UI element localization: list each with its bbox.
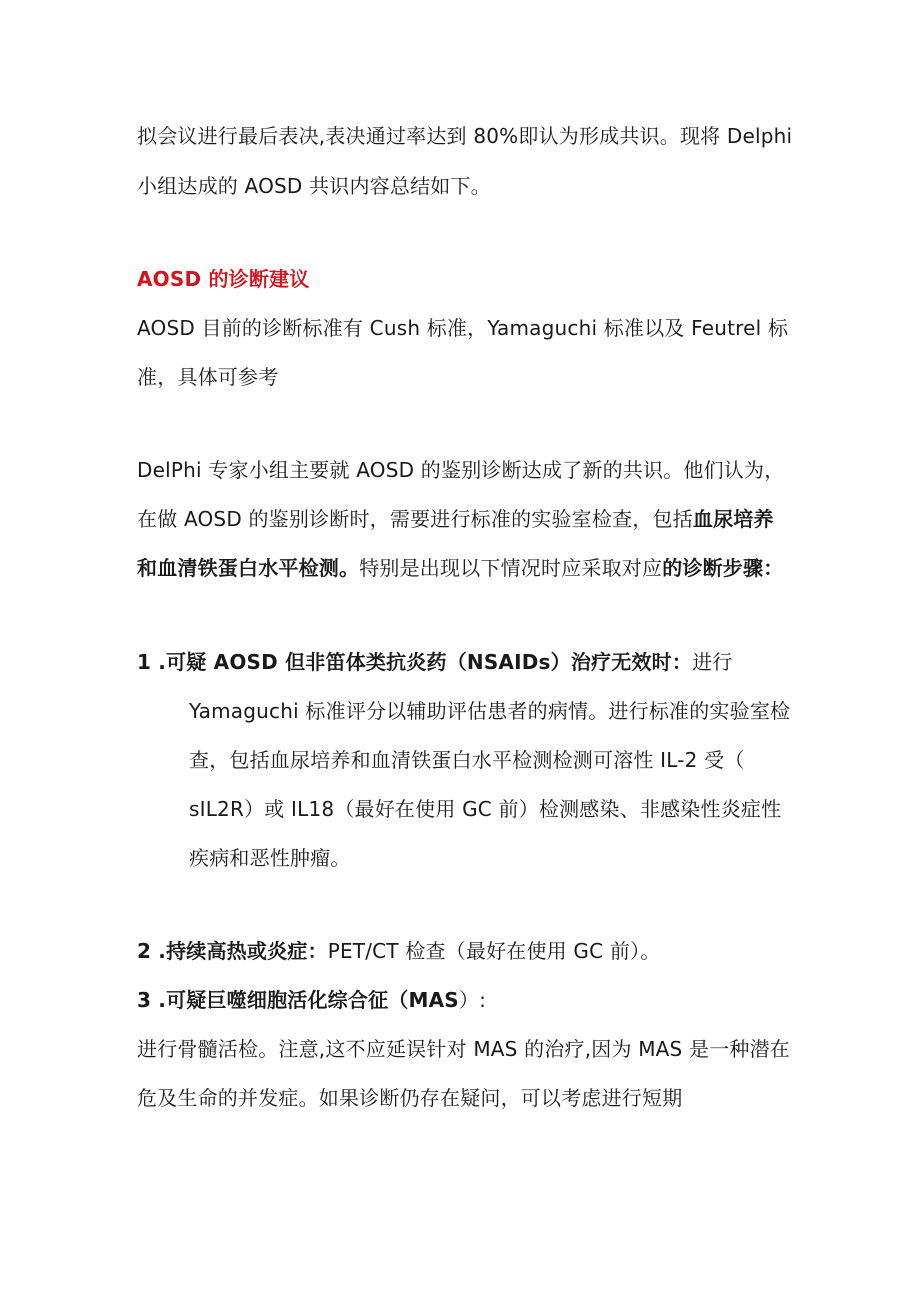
item-1-line-1: Yamaguchi 标准评分以辅助评估患者的病情。进行标准的实验室检 [189,699,791,723]
differential-line-1: DelPhi 专家小组主要就 AOSD 的鉴别诊断达成了新的共识。他们认为， [137,458,785,482]
item-title-bold: 3 .可疑巨噬细胞活化综合征（MAS [137,988,459,1012]
item-title-bold: 2 .持续高热或炎症： [137,939,328,963]
item-3-title [137,987,486,1013]
differential-emphasis: 的诊断步骤： [662,556,784,580]
differential-line-3 [137,555,783,581]
item-title-tail: PET/CT 检查（最好在使用 GC 前）。 [327,939,661,963]
differential-emphasis: 和血清铁蛋白水平检测。 [137,556,360,580]
criteria-line-1: AOSD 目前的诊断标准有 Cush 标准，Yamaguchi 标准以及 Feutrel 标 [137,316,789,340]
intro-line-1: 拟会议进行最后表决,表决通过率达到 80%即认为形成共识。现将 Delphi [137,124,793,148]
item-title-tail: ）: [458,988,487,1012]
intro-line-2: 小组达成的 AOSD 共识内容总结如下。 [137,174,491,198]
item-1-title [137,649,732,675]
item-3-line-2: 危及生命的并发症。如果诊断仍存在疑问，可以考虑进行短期 [137,1086,683,1110]
item-title-bold: 1 .可疑 AOSD 但非笛体类抗炎药（NSAIDs）治疗无效时： [137,650,693,674]
differential-text: 在做 AOSD 的鉴别诊断时，需要进行标准的实验室检查，包括 [137,507,693,531]
item-1-line-4: 疾病和恶性肿瘤。 [189,846,351,870]
differential-text: 特别是出现以下情况时应采取对应 [359,556,663,580]
differential-line-2 [137,506,774,532]
differential-emphasis: 血尿培养 [692,507,774,531]
item-1-line-2: 查，包括血尿培养和血清铁蛋白水平检测检测可溶性 IL-2 受（ [189,748,745,772]
item-2-title [137,938,660,964]
section-heading: AOSD 的诊断建议 [137,267,310,291]
item-3-line-1: 进行骨髓活检。注意,这不应延误针对 MAS 的治疗,因为 MAS 是一种潜在 [137,1037,791,1061]
criteria-line-2: 准，具体可参考 [137,365,279,389]
item-1-line-3: sIL2R）或 IL18（最好在使用 GC 前）检测感染、非感染性炎症性 [189,797,782,821]
item-title-tail: 进行 [692,650,733,674]
